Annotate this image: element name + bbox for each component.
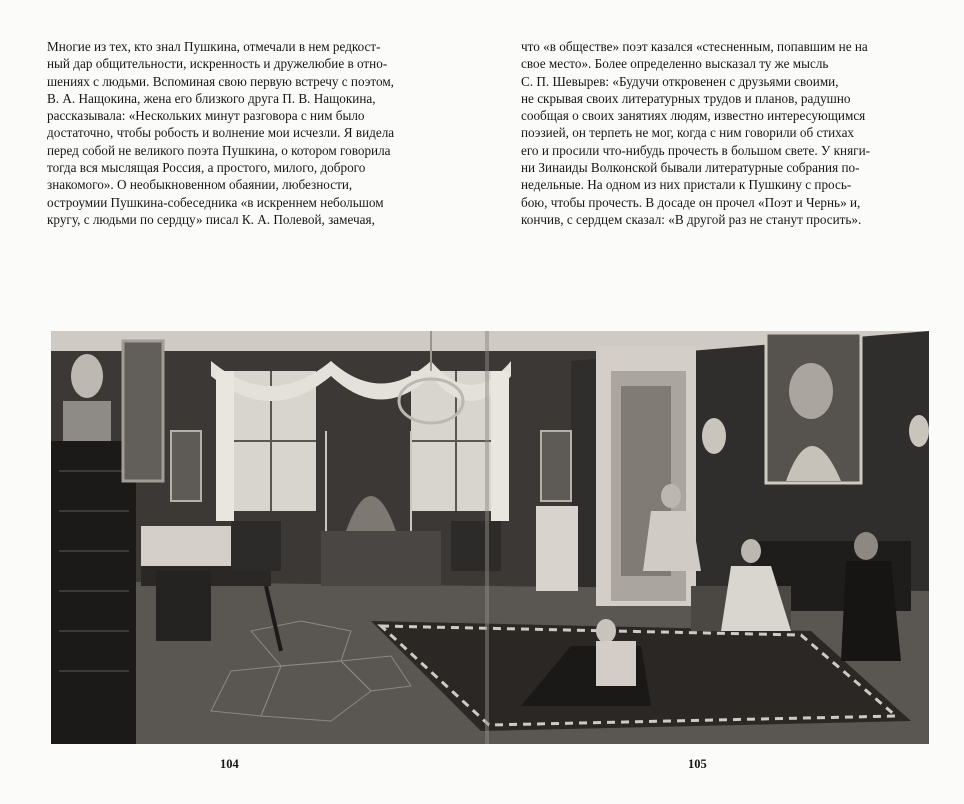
- text-line: остроумии Пушкина-собеседника «в искреннем небольшом: [47, 194, 384, 210]
- text-line: перед собой не великого поэта Пушкина, о котором говорила: [47, 142, 391, 158]
- text-line: кончив, с сердцем сказал: «В другой раз не станут просить».: [521, 211, 862, 227]
- text-line: ный дар общительности, искренность и дружелюбие в отно-: [47, 56, 388, 72]
- text-line: недельные. На одном из них пристали к Пушкину с прось-: [521, 177, 852, 193]
- page-number-right: 105: [688, 757, 707, 771]
- text-line: свое место». Более определенно высказал ту же мысль: [521, 56, 829, 72]
- text-line: не скрывая своих литературных трудов и планов, радушно: [521, 90, 851, 106]
- text-line: В. А. Нащокина, жена его близкого друга П. В. Нащокина,: [47, 90, 376, 106]
- interior-illustration: [51, 331, 929, 744]
- right-text-column: [521, 38, 935, 228]
- text-line: рассказывала: «Нескольких минут разговора с ним было: [47, 108, 365, 124]
- text-line: Многие из тех, кто знал Пушкина, отмечали в нем редкост-: [47, 39, 381, 54]
- text-line: знакомого». О необыкновенном обаянии, любезности,: [47, 177, 353, 193]
- left-text-column: [47, 38, 461, 228]
- page-number-left: 104: [220, 757, 239, 771]
- text-line: поэзией, он терпеть не мог, когда с ним говорили об стихах: [521, 125, 855, 141]
- text-line: сообщая о своих занятиях людям, известно интересующимся: [521, 108, 866, 124]
- text-line: что «в обществе» поэт казался «стесненным, попавшим не на: [521, 39, 868, 54]
- text-line: достаточно, чтобы робость и волнение мои исчезли. Я видела: [47, 125, 395, 141]
- text-line: бою, чтобы прочесть. В досаде он прочел «Поэт и Чернь» и,: [521, 194, 861, 210]
- text-line: ни Зинаиды Волконской бывали литературные собрания по-: [521, 160, 860, 176]
- text-line: его и просили что-нибудь прочесть в большом свете. У княги-: [521, 142, 871, 158]
- text-line: тогда вся мыслящая Россия, а простого, милого, доброго: [47, 160, 366, 176]
- text-line: С. П. Шевырев: «Будучи откровенен с друзьями своими,: [521, 73, 839, 89]
- text-line: шениях с людьми. Вспоминая свою первую встречу с поэтом,: [47, 73, 394, 89]
- text-line: кругу, с людьми по сердцу» писал К. А. Полевой, замечая,: [47, 211, 375, 227]
